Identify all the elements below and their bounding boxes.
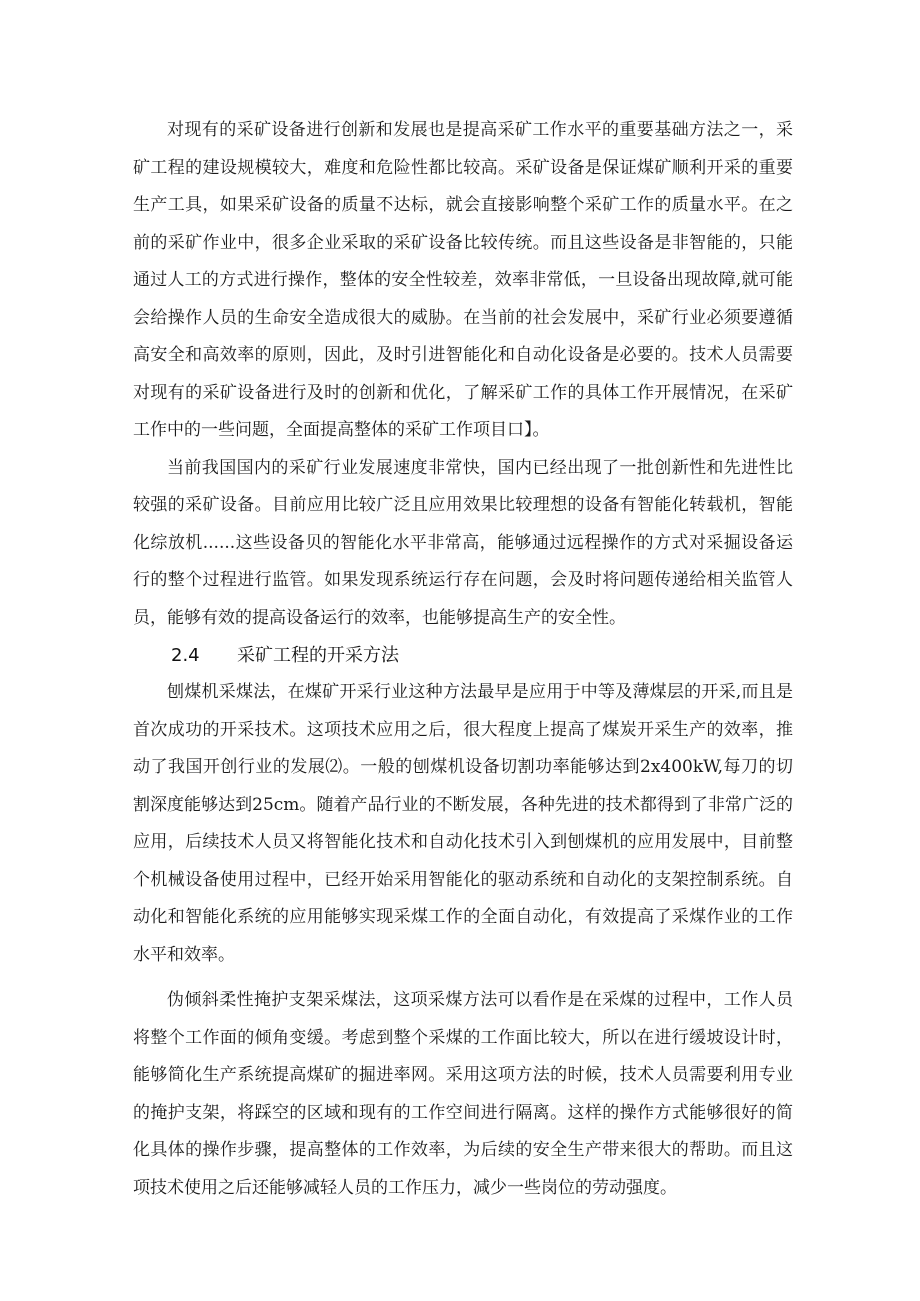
- paragraph-equipment-innovation: 对现有的采矿设备进行创新和发展也是提高采矿工作水平的重要基础方法之一，采矿工程的建设规模较大，难度和危险性都比较高。采矿设备是保证煤矿顺利开采的重要生产工具，如果采矿设备的质量不达标，就会直接影响整个采矿工作的质量水平。在之前的采矿作业中，很多企业采取的采矿设备比较传统。而且这些设备是非智能的，只能通过人工的方式进行操作，整体的安全性较差，效率非常低，一旦设备出现故障,就可能会给操作人员的生命安全造成很大的威胁。在当前的社会发展中，采矿行业必须要遵循高安全和高效率的原则，因此，及时引进智能化和自动化设备是必要的。技术人员需要对现有的采矿设备进行及时的创新和优化，了解采矿工作的具体工作开展情况，在采矿工作中的一些问题，全面提高整体的采矿工作项目口】。: [133, 120, 793, 440]
- paragraph-pseudo-incline-method: 伪倾斜柔性掩护支架采煤法，这项采煤方法可以看作是在采煤的过程中，工作人员将整个工作面的倾角变缓。考虑到整个采煤的工作面比较大，所以在进行缓坡设计时，能够简化生产系统提高煤矿的掘进率网。采用这项方法的时候，技术人员需要利用专业的掩护支架，将踩空的区域和现有的工作空间进行隔离。这样的操作方式能够很好的简化具体的操作步骤，提高整体的工作效率，为后续的安全生产带来很大的帮助。而且这项技术使用之后还能够减轻人员的工作压力，减少一些岗位的劳动强度。: [133, 990, 793, 1198]
- paragraph-domestic-equipment: 当前我国国内的采矿行业发展速度非常快，国内已经出现了一批创新性和先进性比较强的采矿设备。目前应用比较广泛且应用效果比较理想的设备有智能化转载机，智能化综放机......这些设备贝的智能化水平非常高，能够通过远程操作的方式对采掘设备运行的整个过程进行监管。如果发现系统运行存在问题，会及时将问题传递给相关监管人员，能够有效的提高设备运行的效率，也能够提高生产的安全性。: [133, 457, 793, 628]
- paragraph-plough-method: 刨煤机采煤法，在煤矿开采行业这种方法最早是应用于中等及薄煤层的开采,而且是首次成功的开采技术。这项技术应用之后，很大程度上提高了煤炭开采生产的效率，推动了我国开创行业的发展⑵。一般的刨煤机设备切割功率能够达到2x400kW,每刀的切割深度能够达到25cm。随着产品行业的不断发展，各种先进的技术都得到了非常广泛的应用，后续技术人员又将智能化技术和自动化技术引入到刨煤机的应用发展中，目前整个机械设备使用过程中，已经开始采用智能化的驱动系统和自动化的支架控制系统。自动化和智能化系统的应用能够实现采煤工作的全面自动化，有效提高了采煤作业的工作水平和效率。: [133, 682, 793, 965]
- section-number: 2.4: [171, 645, 200, 666]
- document-body: [133, 112, 793, 1207]
- paragraph-spacer: [133, 974, 793, 982]
- section-heading: [133, 637, 793, 674]
- section-title: 采矿工程的开采方法: [237, 645, 399, 666]
